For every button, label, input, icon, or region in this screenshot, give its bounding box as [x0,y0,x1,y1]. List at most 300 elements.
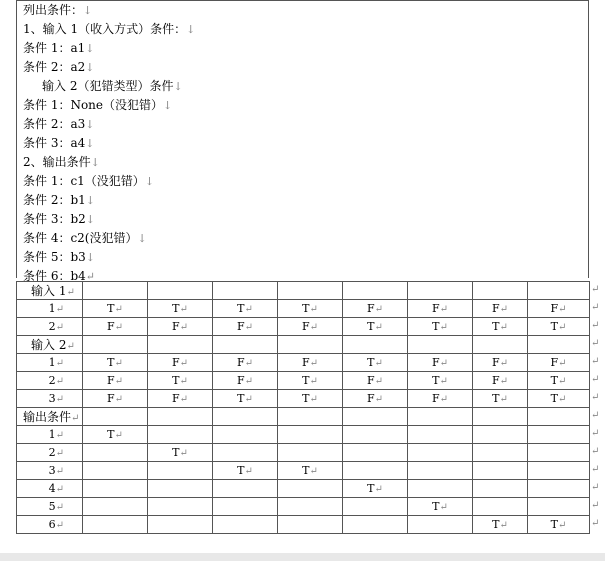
cell-end-mark-icon: ↵ [439,376,448,387]
condition-line-text: 条件 6：b4 [23,269,86,283]
row-end-mark-icon: ↵ [591,320,600,331]
table-row [17,300,590,318]
table-cell [528,390,590,408]
table-cell [408,444,473,462]
table-cell [473,282,528,300]
cell-value: F [301,356,310,369]
cell-end-mark-icon: ↵ [499,394,508,405]
cell-end-mark-icon: ↵ [499,376,509,387]
table-cell [278,480,343,498]
table-cell [148,480,213,498]
cell-value: T [302,464,310,477]
table-cell [408,318,473,336]
table-cell [343,516,408,534]
section-header-row [17,282,590,300]
table-cell [278,462,343,480]
row-end-mark-icon: ↵ [591,464,600,475]
table-cell [473,390,528,408]
cell-value: F [491,356,500,369]
table-cell [278,390,343,408]
cell-value: F [550,356,559,369]
cell-end-mark-icon: ↵ [179,322,189,333]
table-cell [83,408,148,426]
cell-end-mark-icon: ↵ [439,322,448,333]
paragraph-mark-icon: ↓ [137,232,147,245]
cell-value: T [302,392,310,405]
cell-end-mark-icon: ↵ [374,394,384,405]
cell-value: F [236,356,245,369]
table-cell [343,354,408,372]
paragraph-mark-icon: ↓ [85,137,95,150]
table-cell [528,372,590,390]
table-cell [408,516,473,534]
condition-line-text: 条件 4：c2(没犯错） [23,231,138,245]
section-header-label: 输入 2 [31,338,67,352]
cell-end-mark-icon: ↵ [309,466,318,477]
table-cell [148,516,213,534]
cell-value: F [171,356,180,369]
table-cell [213,354,278,372]
table-cell [83,462,148,480]
cell-value: F [431,392,440,405]
decision-table [16,281,590,534]
condition-line [23,58,94,77]
table-cell [83,336,148,354]
cell-end-mark-icon: ↵ [309,304,318,315]
table-cell [343,408,408,426]
row-label: 1 [48,302,56,315]
table-cell [148,354,213,372]
row-end-mark-icon: ↵ [591,500,600,511]
table-cell [148,300,213,318]
cell-value: T [432,320,440,333]
table-cell [278,408,343,426]
condition-line [23,115,94,134]
paragraph-mark-icon: ↓ [85,251,95,264]
cell-end-mark-icon: ↵ [55,376,64,387]
table-cell [473,336,528,354]
condition-line [23,96,172,115]
cell-value: T [302,374,310,387]
table-cell [83,372,148,390]
row-end-mark-icon: ↵ [591,518,600,529]
cell-end-mark-icon: ↵ [557,376,567,387]
table-row [17,426,590,444]
condition-line [23,210,95,229]
table-cell [83,498,148,516]
row-label-cell [17,372,83,390]
table-cell [83,444,148,462]
table-row [17,390,590,408]
table-cell [148,462,213,480]
condition-line-text: 输入 2（犯错类型）条件 [42,79,174,93]
table-cell [528,444,590,462]
cell-end-mark-icon: ↵ [179,448,188,459]
table-cell [343,336,408,354]
condition-line-text: 条件 1：a1 [23,41,86,55]
row-label: 2 [48,374,56,387]
table-cell [473,318,528,336]
cell-value: T [550,392,558,405]
table-cell [408,354,473,372]
table-cell [528,480,590,498]
table-row [17,462,590,480]
cell-value: F [550,302,559,315]
cell-value: F [431,356,440,369]
cell-end-mark-icon: ↵ [179,304,188,315]
table-cell [213,498,278,516]
table-row [17,516,590,534]
table-cell [528,462,590,480]
cell-end-mark-icon: ↵ [374,376,384,387]
cell-value: F [491,302,500,315]
condition-line [23,1,92,20]
row-label-cell [17,462,83,480]
cell-end-mark-icon: ↵ [309,376,318,387]
cell-end-mark-icon: ↵ [557,322,567,333]
table-cell [343,318,408,336]
cell-end-mark-icon: ↵ [114,322,124,333]
condition-line [23,229,147,248]
table-cell [148,390,213,408]
table-cell [343,282,408,300]
cell-value: T [107,302,115,315]
cell-end-mark-icon: ↵ [55,358,64,369]
table-cell [83,318,148,336]
paragraph-mark-icon: ↓ [85,118,95,131]
row-end-mark-icon: ↵ [591,428,600,439]
table-cell [213,300,278,318]
table-row [17,498,590,516]
paragraph-mark-icon: ↓ [85,61,95,74]
paragraph-mark-icon: ↓ [83,4,93,17]
condition-line-text: 2、输出条件 [23,155,91,169]
condition-line [23,153,100,172]
table-cell [408,462,473,480]
cell-value: T [550,320,558,333]
cell-end-mark-icon: ↵ [374,304,384,315]
cell-value: T [237,464,245,477]
paragraph-mark-icon: ↵ [85,270,95,283]
window-bottom-edge [0,553,605,561]
cell-end-mark-icon: ↵ [55,430,64,441]
table-cell [473,354,528,372]
condition-line-text: 条件 2：a2 [23,60,86,74]
table-cell [528,498,590,516]
paragraph-mark-icon: ↓ [85,194,95,207]
table-cell [528,516,590,534]
table-cell [278,336,343,354]
row-end-mark-icon: ↵ [591,302,600,313]
table-cell [473,516,528,534]
cell-value: F [171,320,180,333]
table-cell [83,300,148,318]
cell-end-mark-icon: ↵ [179,394,189,405]
cell-value: T [367,482,375,495]
table-row [17,444,590,462]
table-cell [343,444,408,462]
table-cell [83,426,148,444]
row-end-mark-icon: ↵ [591,392,600,403]
row-label: 3 [48,392,56,405]
table-cell [343,462,408,480]
condition-line-text: 条件 5：b3 [23,250,86,264]
row-label-cell [17,498,83,516]
row-label: 5 [48,500,56,513]
row-label: 1 [48,428,56,441]
cell-value: T [172,374,180,387]
table-cell [213,462,278,480]
table-cell [213,480,278,498]
table-cell [528,408,590,426]
cell-value: T [237,392,245,405]
cell-end-mark-icon: ↵ [244,304,253,315]
row-label-cell [17,354,83,372]
cell-value: F [171,392,180,405]
table-cell [83,354,148,372]
cell-value: F [366,302,375,315]
table-cell [408,372,473,390]
condition-line-text: 1、输入 1（收入方式）条件： [23,22,187,36]
row-label-cell [17,300,83,318]
condition-line-text: 条件 1：c1（没犯错） [23,174,145,188]
table-cell [473,426,528,444]
cell-value: T [492,320,500,333]
table-cell [148,444,213,462]
table-cell [213,516,278,534]
cell-end-mark-icon: ↵ [71,413,80,424]
table-cell [213,426,278,444]
table-row [17,354,590,372]
cell-end-mark-icon: ↵ [499,358,509,369]
table-cell [278,354,343,372]
cell-end-mark-icon: ↵ [499,304,509,315]
cell-end-mark-icon: ↵ [55,448,64,459]
cell-end-mark-icon: ↵ [558,358,567,369]
paragraph-mark-icon: ↓ [85,42,95,55]
cell-value: T [237,302,245,315]
table-cell [408,408,473,426]
cell-value: T [432,374,440,387]
table-cell [343,498,408,516]
row-end-mark-icon: ↵ [591,338,600,349]
cell-value: T [432,500,440,513]
section-header-label: 输入 1 [31,284,67,298]
cell-value: T [367,320,375,333]
cell-end-mark-icon: ↵ [179,376,188,387]
cell-end-mark-icon: ↵ [179,358,189,369]
section-header-label: 输出条件 [23,410,72,424]
table-cell [528,318,590,336]
row-end-mark-icon: ↵ [591,284,600,295]
table-cell [148,282,213,300]
cell-end-mark-icon: ↵ [55,502,64,513]
table-row [17,318,590,336]
cell-value: F [236,320,245,333]
paragraph-mark-icon: ↓ [186,23,196,36]
row-end-mark-icon: ↵ [591,482,600,493]
row-label: 3 [48,464,56,477]
cell-end-mark-icon: ↵ [499,322,508,333]
cell-end-mark-icon: ↵ [114,304,123,315]
table-cell [213,336,278,354]
table-cell [473,498,528,516]
row-label-cell [17,318,83,336]
table-cell [343,480,408,498]
table-cell [83,516,148,534]
cell-end-mark-icon: ↵ [374,322,383,333]
table-cell [278,300,343,318]
cell-value: T [302,302,310,315]
cell-value: F [236,374,245,387]
table-cell [528,354,590,372]
table-cell [408,426,473,444]
table-cell [278,516,343,534]
row-label: 2 [48,320,56,333]
table-cell [473,300,528,318]
table-cell [148,318,213,336]
table-cell [278,498,343,516]
cell-value: F [366,374,375,387]
table-cell [213,372,278,390]
cell-value: T [107,428,115,441]
cell-end-mark-icon: ↵ [374,358,383,369]
paragraph-mark-icon: ↓ [85,213,95,226]
row-end-mark-icon: ↵ [591,356,600,367]
table-cell [148,498,213,516]
cell-value: T [492,518,500,531]
table-cell [473,408,528,426]
paragraph-mark-icon: ↓ [90,156,100,169]
table-cell [408,498,473,516]
table-cell [473,462,528,480]
condition-line [23,172,154,191]
cell-end-mark-icon: ↵ [309,322,319,333]
row-label-cell [17,516,83,534]
condition-line-text: 条件 3：a4 [23,136,86,150]
cell-end-mark-icon: ↵ [439,502,448,513]
table-cell [278,426,343,444]
condition-line-text: 条件 2：b1 [23,193,86,207]
table-cell [343,300,408,318]
section-header-row [17,408,590,426]
cell-end-mark-icon: ↵ [55,484,64,495]
cell-end-mark-icon: ↵ [309,394,318,405]
cell-end-mark-icon: ↵ [114,430,123,441]
table-cell [278,372,343,390]
cell-end-mark-icon: ↵ [374,484,383,495]
table-cell [148,426,213,444]
section-header-cell [17,336,83,354]
table-cell [213,282,278,300]
cell-end-mark-icon: ↵ [244,376,254,387]
table-cell [343,372,408,390]
cell-end-mark-icon: ↵ [244,358,254,369]
table-cell [148,372,213,390]
paragraph-mark-icon: ↓ [163,99,173,112]
cell-end-mark-icon: ↵ [557,520,567,531]
cell-value: F [106,392,115,405]
cell-end-mark-icon: ↵ [309,358,319,369]
cell-value: T [172,446,180,459]
paragraph-mark-icon: ↓ [173,80,183,93]
table-cell [473,444,528,462]
row-label: 4 [48,482,56,495]
table-cell [408,480,473,498]
table-cell [528,336,590,354]
cell-value: T [550,518,558,531]
cell-end-mark-icon: ↵ [557,394,567,405]
row-label-cell [17,390,83,408]
table-cell [83,282,148,300]
condition-line-text: 条件 2：a3 [23,117,86,131]
row-label: 1 [48,356,56,369]
cell-end-mark-icon: ↵ [439,394,449,405]
cell-value: T [367,356,375,369]
table-cell [408,300,473,318]
condition-line [23,248,95,267]
table-cell [213,390,278,408]
row-end-mark-icon: ↵ [591,374,600,385]
cell-end-mark-icon: ↵ [55,304,64,315]
table-cell [528,282,590,300]
table-cell [408,336,473,354]
table-cell [213,408,278,426]
cell-end-mark-icon: ↵ [55,520,64,531]
table-row [17,372,590,390]
cell-value: F [106,320,115,333]
table-cell [213,318,278,336]
table-cell [83,390,148,408]
condition-line-text: 条件 1：None（没犯错） [23,98,164,112]
table-cell [473,372,528,390]
row-label: 2 [48,446,56,459]
cell-end-mark-icon: ↵ [55,394,64,405]
cell-end-mark-icon: ↵ [66,287,75,298]
section-header-row [17,336,590,354]
cell-end-mark-icon: ↵ [244,466,253,477]
cell-value: T [550,374,558,387]
row-label-cell [17,480,83,498]
row-label-cell [17,426,83,444]
table-cell [408,390,473,408]
section-header-cell [17,282,83,300]
cell-end-mark-icon: ↵ [114,376,124,387]
table-cell [148,336,213,354]
cell-value: F [106,374,115,387]
cell-value: F [301,320,310,333]
cell-end-mark-icon: ↵ [499,520,508,531]
cell-end-mark-icon: ↵ [55,466,64,477]
cell-end-mark-icon: ↵ [244,322,254,333]
table-cell [343,426,408,444]
cell-value: T [172,302,180,315]
row-label: 6 [48,518,56,531]
condition-line-text: 列出条件： [23,3,84,17]
cell-end-mark-icon: ↵ [55,322,64,333]
row-label-cell [17,444,83,462]
table-cell [83,480,148,498]
cell-end-mark-icon: ↵ [114,358,123,369]
table-cell [278,444,343,462]
table-cell [528,300,590,318]
cell-end-mark-icon: ↵ [558,304,567,315]
condition-line [23,39,94,58]
table-row [17,480,590,498]
condition-line [23,20,195,39]
paragraph-mark-icon: ↓ [144,175,155,188]
table-cell [473,480,528,498]
